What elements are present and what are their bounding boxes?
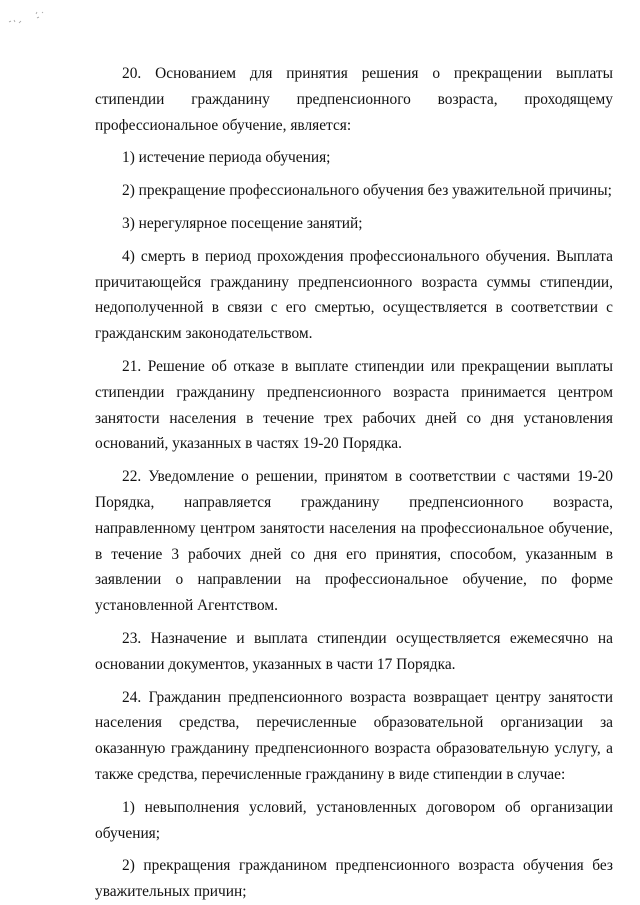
paragraph-20-item-4: 4) смерть в период прохождения профессионального обучения. Выплата причитающейся гражданину предпенсионного возраста суммы стипендии, недополученной в связи с его смертью, осуществляется в соответствии с гражданским законодательством. <box>95 247 613 343</box>
paragraph-24-item-1: 1) невыполнения условий, установленных договором об организации обучения; <box>95 798 613 842</box>
paragraph-20-item-1: 1) истечение периода обучения; <box>122 149 331 167</box>
paragraph-20: 20. Основанием для принятия решения о прекращении выплаты стипендии гражданину предпенсионного возраста, проходящему профессиональное обучение, является: <box>95 65 613 134</box>
paragraph-22: 22. Уведомление о решении, принятом в соответствии с частями 19-20 Порядка, направляется гражданину предпенсионного возраста, направленному центром занятости населения на профессиональное обучение, в течение 3 рабочих дней со дня его принятия, способом, указанным в заявлении о направлении на профессиональное обучение, по форме установленной Агентством. <box>95 468 613 615</box>
paragraph-20-item-2: 2) прекращение профессионального обучения без уважительной причины; <box>122 182 612 200</box>
paragraph-20-item-3: 3) нерегулярное посещение занятий; <box>122 214 363 232</box>
paragraph-23: 23. Назначение и выплата стипендии осуществляется ежемесячно на основании документов, указанных в части 17 Порядка. <box>95 629 613 673</box>
paragraph-21: 21. Решение об отказе в выплате стипендии или прекращении выплаты стипендии гражданину предпенсионного возраста принимается центром занятости населения в течение трех рабочих дней со дня установления оснований, указанных в частях 19-20 Порядка. <box>95 357 613 453</box>
paragraph-24-item-2: 2) прекращения гражданином предпенсионного возраста обучения без уважительных причин; <box>95 857 613 901</box>
document-page <box>95 61 613 905</box>
scan-artifact-mark <box>6 8 46 30</box>
paragraph-24: 24. Гражданин предпенсионного возраста возвращает центру занятости населения средства, перечисленные образовательной организации за оказанную гражданину предпенсионного возраста образовательную услугу, а также средства, перечисленные гражданину в виде стипендии в случае: <box>95 688 613 783</box>
